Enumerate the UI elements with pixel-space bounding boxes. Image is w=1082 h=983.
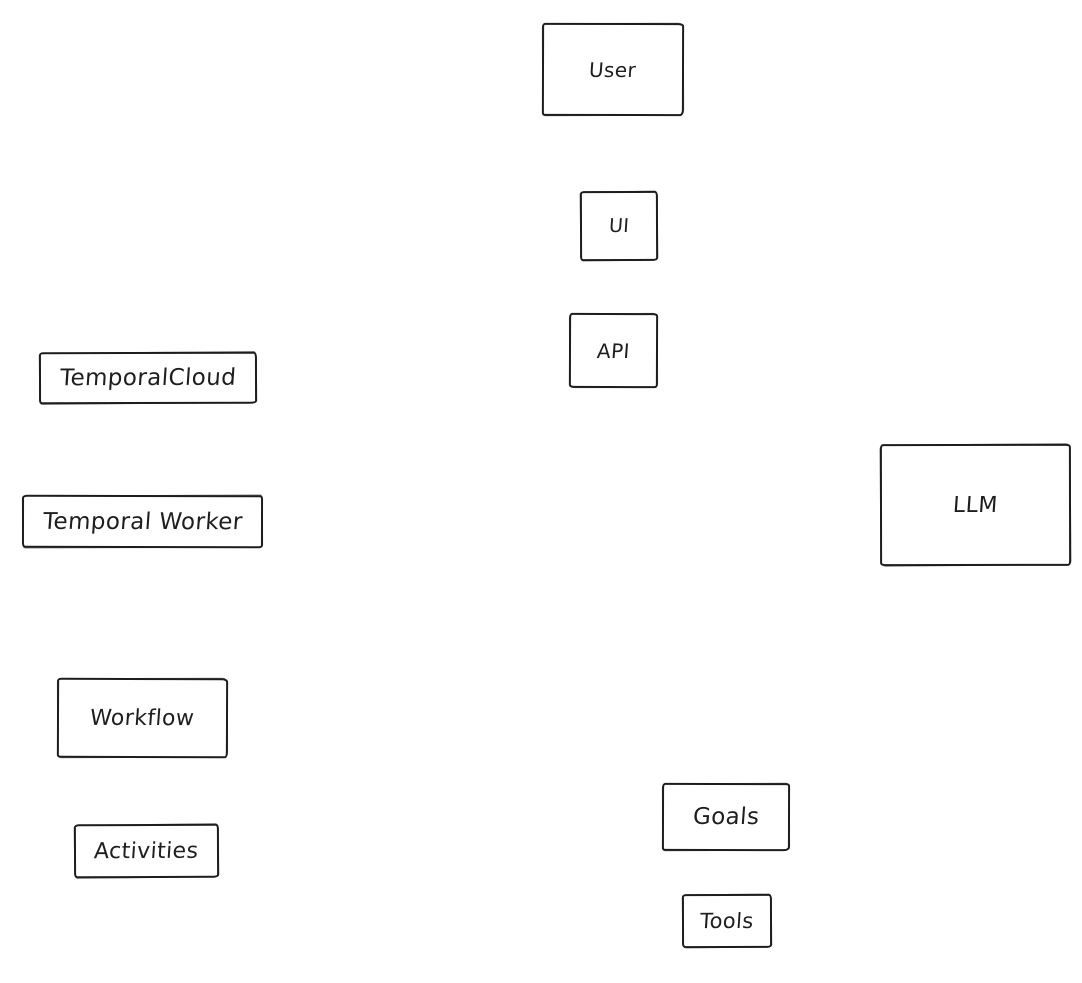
node-label: User [588,57,638,82]
node-label: Temporal Worker [41,508,244,535]
node-label: Activities [93,838,200,864]
diagram-node-tools[interactable] [682,894,772,948]
node-label: LLM [952,492,999,518]
node-label: Goals [691,803,761,831]
diagram-node-api[interactable] [569,313,658,388]
node-label: API [596,338,631,363]
diagram-node-temporal-cloud[interactable] [39,352,257,405]
diagram-node-activities[interactable] [74,824,219,879]
diagram-node-ui[interactable] [580,191,658,261]
diagram-node-user[interactable] [542,23,684,116]
diagram-node-workflow[interactable] [57,678,228,759]
diagram-node-llm[interactable] [880,444,1071,566]
node-label: UI [608,214,630,238]
node-label: Tools [699,908,755,934]
node-label: TemporalCloud [59,364,237,392]
node-label: Workflow [89,705,196,731]
diagram-node-temporal-worker[interactable] [22,495,263,548]
diagram-node-goals[interactable] [662,783,790,851]
